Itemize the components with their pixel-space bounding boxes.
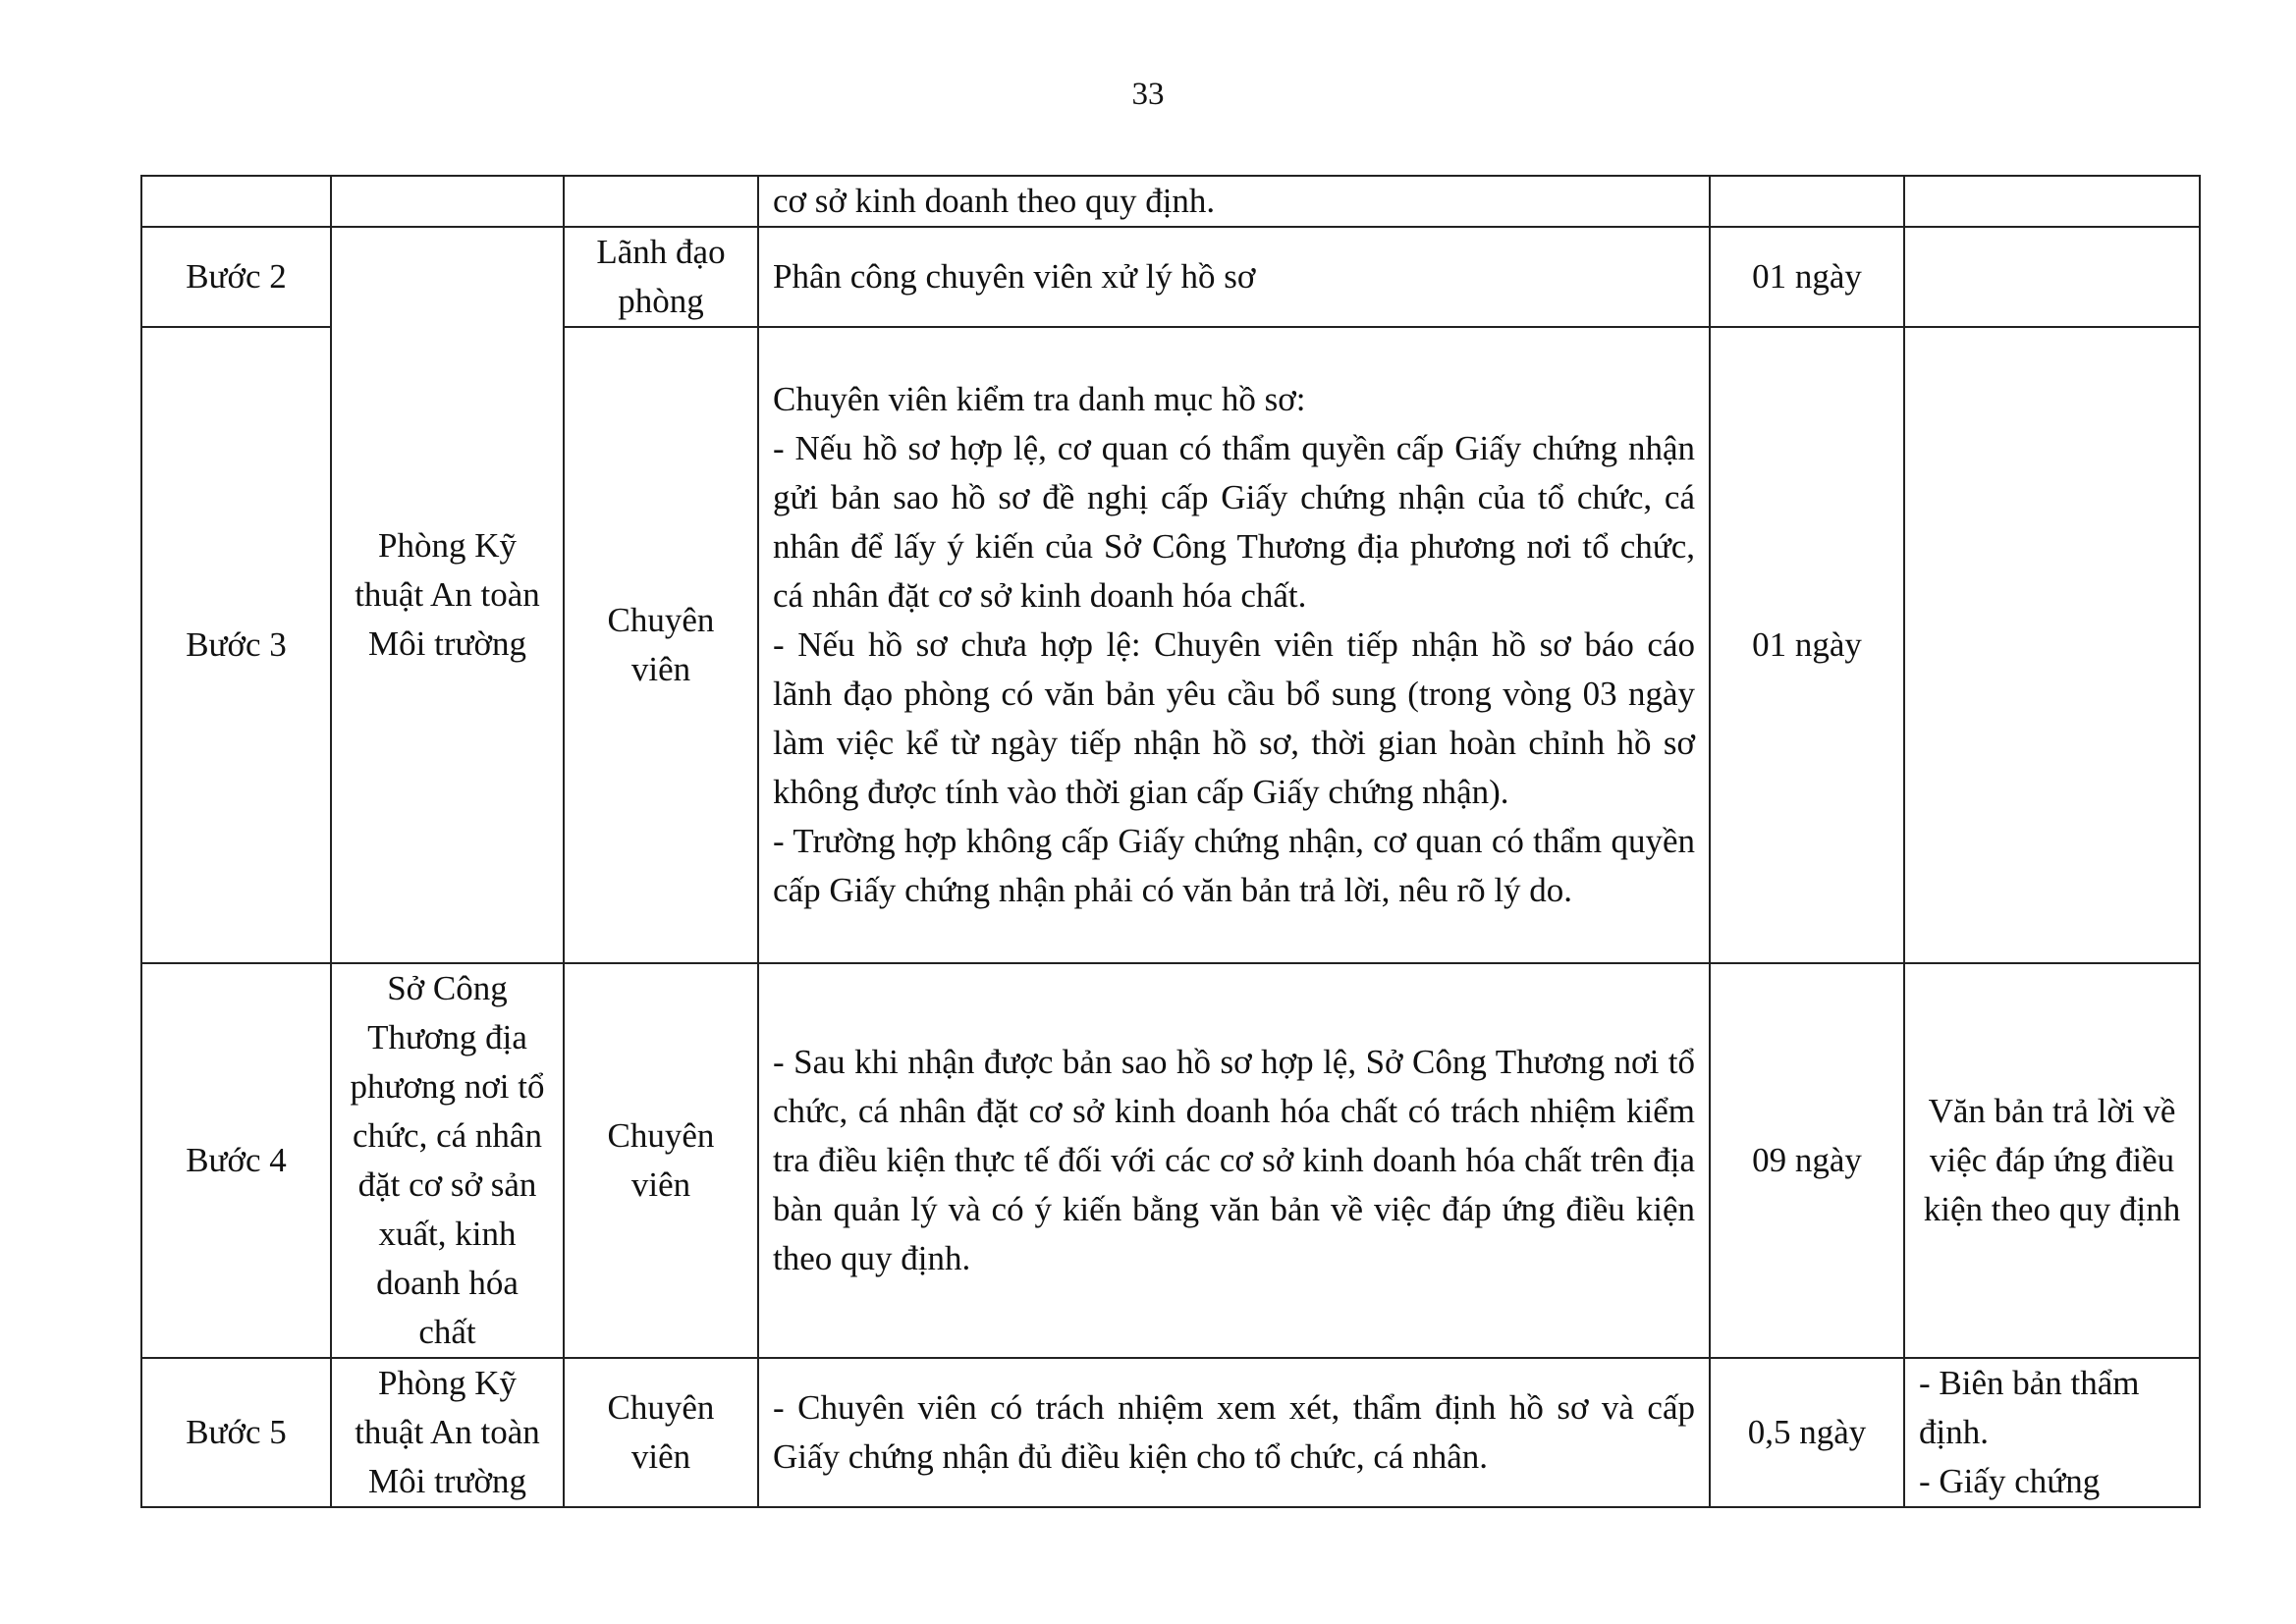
role-cell: Lãnh đạo phòng: [564, 227, 758, 327]
content-line: - Nếu hồ sơ chưa hợp lệ: Chuyên viên tiếp nhận hồ sơ báo cáo lãnh đạo phòng có văn bản yêu cầu bổ sung (trong vòng 03 ngày làm việc kể từ ngày tiếp nhận hồ sơ, thời gian hoàn chỉnh hồ sơ không được tính vào thời gian cấp Giấy chứng nhận).: [773, 625, 1695, 811]
content-line: Chuyên viên kiểm tra danh mục hồ sơ:: [773, 380, 1306, 418]
content-cell: [758, 1358, 1710, 1507]
result-cell: [1904, 1358, 2200, 1507]
result-line: Văn bản trả lời về việc đáp ứng điều kiện theo quy định: [1923, 1092, 2181, 1228]
content-line: Phân công chuyên viên xử lý hồ sơ: [773, 257, 1256, 296]
table-row: [141, 227, 2200, 327]
step-cell: Bước 3: [141, 327, 331, 963]
content-cell: [758, 327, 1710, 963]
content-line: cơ sở kinh doanh theo quy định.: [773, 182, 1216, 220]
result-cell: [1904, 176, 2200, 227]
content-line: - Sau khi nhận được bản sao hồ sơ hợp lệ, Sở Công Thương nơi tổ chức, cá nhân đặt cơ sở kinh doanh hóa chất có trách nhiệm kiểm tra điều kiện thực tế đối với các cơ sở kinh doanh hóa chất trên địa bàn quản lý và có ý kiến bằng văn bản về việc đáp ứng điều kiện theo quy định.: [773, 1043, 1695, 1277]
result-line: - Biên bản thẩm định.: [1919, 1364, 2140, 1451]
table-row: [141, 176, 2200, 227]
unit-cell: Sở Công Thương địa phương nơi tổ chức, cá nhân đặt cơ sở sản xuất, kinh doanh hóa chất: [331, 963, 564, 1358]
time-cell: 01 ngày: [1710, 227, 1904, 327]
role-cell: Chuyên viên: [564, 1358, 758, 1507]
role-cell: Chuyên viên: [564, 963, 758, 1358]
unit-cell: Phòng Kỹ thuật An toàn Môi trường: [331, 227, 564, 963]
result-line: - Giấy chứng: [1919, 1462, 2101, 1500]
result-cell: [1904, 327, 2200, 963]
content-cell: [758, 963, 1710, 1358]
time-cell: 0,5 ngày: [1710, 1358, 1904, 1507]
role-cell: [564, 176, 758, 227]
unit-cell: Phòng Kỹ thuật An toàn Môi trường: [331, 1358, 564, 1507]
step-cell: Bước 5: [141, 1358, 331, 1507]
page-number: 33: [1131, 77, 1165, 112]
role-cell: Chuyên viên: [564, 327, 758, 963]
content-cell: [758, 227, 1710, 327]
result-cell: [1904, 963, 2200, 1358]
result-cell: [1904, 227, 2200, 327]
content-cell: [758, 176, 1710, 227]
content-line: - Nếu hồ sơ hợp lệ, cơ quan có thẩm quyền cấp Giấy chứng nhận gửi bản sao hồ sơ đề nghị cấp Giấy chứng nhận của tổ chức, cá nhân để lấy ý kiến của Sở Công Thương địa phương nơi tổ chức, cá nhân đặt cơ sở kinh doanh hóa chất.: [773, 429, 1695, 615]
step-cell: Bước 4: [141, 963, 331, 1358]
content-line: - Trường hợp không cấp Giấy chứng nhận, cơ quan có thẩm quyền cấp Giấy chứng nhận phải có văn bản trả lời, nêu rõ lý do.: [773, 822, 1695, 909]
procedure-table: [140, 175, 2201, 1508]
content-line: - Chuyên viên có trách nhiệm xem xét, thẩm định hồ sơ và cấp Giấy chứng nhận đủ điều kiện cho tổ chức, cá nhân.: [773, 1388, 1695, 1476]
table-row: [141, 1358, 2200, 1507]
time-cell: 01 ngày: [1710, 327, 1904, 963]
unit-cell: [331, 176, 564, 227]
time-cell: 09 ngày: [1710, 963, 1904, 1358]
step-cell: Bước 2: [141, 227, 331, 327]
time-cell: [1710, 176, 1904, 227]
step-cell: [141, 176, 331, 227]
table-row: [141, 963, 2200, 1358]
